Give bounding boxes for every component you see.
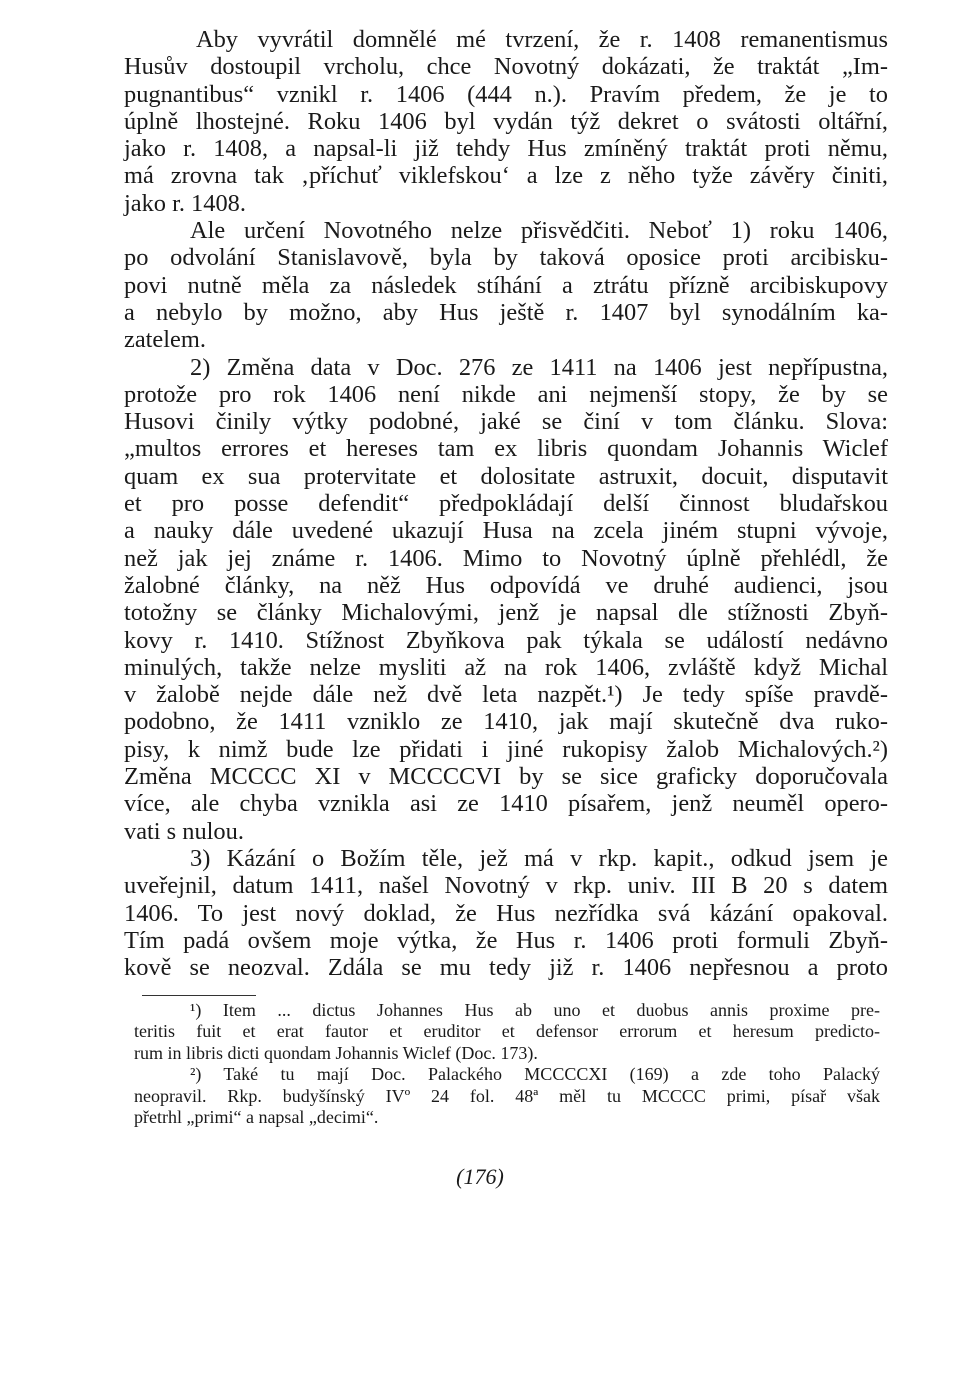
- footnotes: [134, 1000, 880, 1128]
- main-text: [124, 26, 888, 981]
- footnote-line: neopravil. Rkp. budyšínský IVº 24 fol. 48ª měl tu MCCCC primi, písař však: [134, 1085, 880, 1106]
- text-line: má zrovna tak ‚příchuť viklefskou‘ a lze z něho tyže závěry činiti,: [124, 162, 888, 190]
- text-line: po odvolání Stanislavově, byla by taková oposice proti arcibisku-: [124, 244, 888, 272]
- footnote-line: rum in libris dicti quondam Johannis Wiclef (Doc. 173).: [134, 1042, 538, 1063]
- footnote-line: ²) Také tu mají Doc. Palackého MCCCCXI (169) a zde toho Palacký: [190, 1064, 880, 1085]
- text-line: zatelem.: [124, 326, 206, 354]
- text-line: Ale určení Novotného nelze přisvědčiti. Neboť 1) roku 1406,: [190, 217, 888, 245]
- text-line: kově se neozval. Zdála se mu tedy již r. 1406 nepřesnou a proto: [124, 954, 888, 982]
- footnote-rule: [142, 995, 256, 996]
- text-line: protože pro rok 1406 není nikde ani nejmenší stopy, že by se: [124, 380, 888, 408]
- text-line: jako r. 1408, a napsal-li již tehdy Hus zmíněný traktát proti němu,: [124, 135, 888, 163]
- text-line: kovy r. 1410. Stížnost Zbyňkova pak týkala se událostí nedávno: [124, 626, 888, 654]
- text-line: „multos errores et hereses tam ex libris quondam Johannis Wiclef: [124, 435, 888, 463]
- footnote-line: ¹) Item ... dictus Johannes Hus ab uno et duobus annis proxime pre-: [190, 1000, 880, 1020]
- text-line: et pro posse defendit“ předpokládají delší činnost bludařskou: [124, 490, 888, 518]
- text-line: povi nutně měla za následek stíhání a ztrátu přízně arcibiskupovy: [124, 271, 888, 299]
- text-line: pisy, k nimž bude lze přidati i jiné rukopisy žalob Michalových.²): [124, 735, 888, 763]
- text-line: a nauky dále uvedené ukazují Husa na zcela jiném stupni vývoje,: [124, 517, 888, 545]
- text-line: minulých, takže nelze mysliti až na rok 1406, zvláště když Michal: [124, 653, 888, 681]
- text-line: podobno, že 1411 vzniklo ze 1410, jak mají skutečně dva ruko-: [124, 708, 888, 736]
- text-line: 1406. To jest nový doklad, že Hus nezřídka svá kázání opakoval.: [124, 899, 888, 927]
- page-body: [124, 26, 888, 981]
- text-line: pugnantibus“ vznikl r. 1406 (444 n.). Pravím předem, že je to: [124, 80, 888, 108]
- text-line: 2) Změna data v Doc. 276 ze 1411 na 1406 jest nepřípustna,: [190, 353, 888, 381]
- text-line: žalobné články, na něž Hus odpovídá ve druhé audienci, jsou: [124, 571, 888, 599]
- text-line: uveřejnil, datum 1411, našel Novotný v rkp. univ. III B 20 s datem: [124, 872, 888, 900]
- text-line: Tím padá ovšem moje výtka, že Hus r. 1406 proti formuli Zbyň-: [124, 926, 888, 954]
- text-line: a nebylo by možno, aby Hus ještě r. 1407 byl synodálním ka-: [124, 298, 888, 326]
- text-line: quam ex sua protervitate et dolositate astruxit, docuit, disputavit: [124, 462, 888, 490]
- text-line: 3) Kázání o Božím těle, jež má v rkp. kapit., odkud jsem je: [190, 844, 888, 872]
- text-line: totožny se články Michalovými, jenž je napsal dle stížnosti Zbyň-: [124, 599, 888, 627]
- text-line: Aby vyvrátil domnělé mé tvrzení, že r. 1408 remanentismus: [196, 26, 888, 53]
- footnote-line: teritis fuit et erat fautor et eruditor et defensor errorum et heresum predicto-: [134, 1021, 880, 1042]
- text-line: Husovi činily výtky podobné, jaké se činí v tom článku. Slova:: [124, 408, 888, 436]
- text-line: více, ale chyba vznikla asi ze 1410 písařem, jenž neuměl opero-: [124, 790, 888, 818]
- text-line: úplně lhostejné. Roku 1406 byl vydán týž dekret o svátosti oltářní,: [124, 107, 888, 135]
- text-line: než jak jej známe r. 1406. Mimo to Novotný úplně přehlédl, že: [124, 544, 888, 572]
- text-line: v žalobě nejde dále než dvě leta nazpět.¹) Je tedy spíše pravdě-: [124, 681, 888, 709]
- text-line: vati s nulou.: [124, 817, 244, 845]
- footnote-line: přetrhl „primi“ a napsal „decimi“.: [134, 1107, 379, 1128]
- page-number: (176): [456, 1164, 504, 1189]
- text-line: Změna MCCCC XI v MCCCCVI by se sice graficky doporučovala: [124, 763, 888, 791]
- text-line: jako r. 1408.: [124, 189, 246, 217]
- text-line: Husův dostoupil vrcholu, chce Novotný dokázati, že traktát „Im-: [124, 53, 888, 81]
